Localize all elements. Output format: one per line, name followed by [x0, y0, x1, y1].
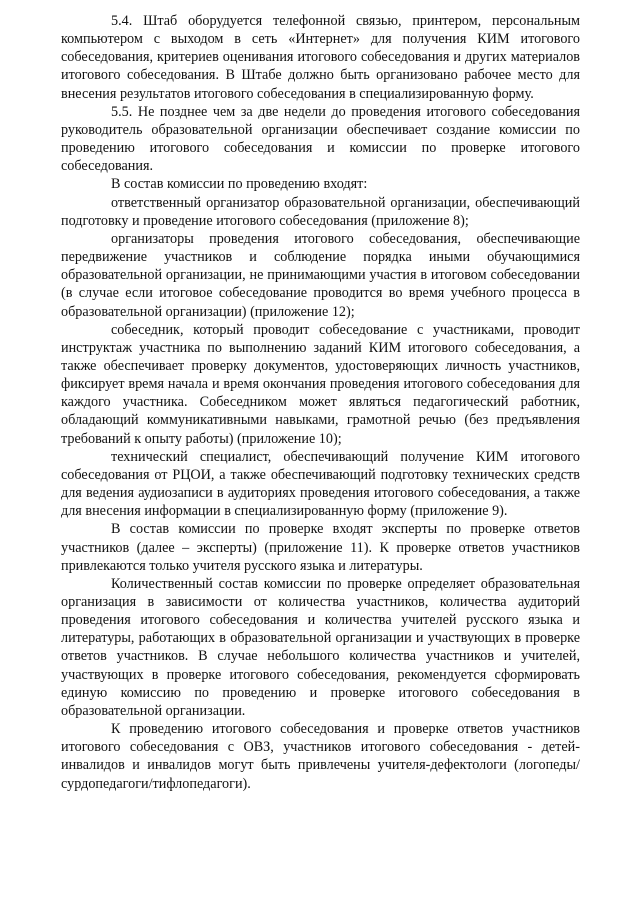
- paragraph-conduct-commission-intro: В состав комиссии по проведению входят:: [111, 176, 368, 193]
- paragraph-5-4: 5.4. Штаб оборудуется телефонной связью, принтером, персональным компьютером с выходом в сеть «Интернет» для получения КИМ итогового собеседования, критериев оценивания итогового собеседования и других материалов итогового собеседования. В Штабе должно быть организовано рабочее место для внесения результатов итогового собеседования в специализированную форму.: [61, 13, 580, 102]
- paragraph-organizers: организаторы проведения итогового собеседования, обеспечивающие передвижение участников и соблюдение порядка иными обучающимися образовательной организации, не принимающими участия в итоговом собеседовании (в случае если итоговое собеседование проводится во время учебного процесса в образовательной организации) (приложение 12);: [61, 230, 580, 320]
- paragraph-5-5: 5.5. Не позднее чем за две недели до проведения итогового собеседования руководитель образовательной организации обеспечивает создание комиссии по проведению итогового собеседования и комиссии по проверке итогового собеседования.: [61, 103, 580, 175]
- paragraph-technical-specialist: технический специалист, обеспечивающий получение КИМ итогового собеседования от РЦОИ, а также обеспечивающий подготовку технических средств для ведения аудиозаписи в аудиториях проведения итогового собеседования, а также для внесения информации в специализированную форму (приложение 9).: [61, 448, 580, 520]
- paragraph-commission-size: Количественный состав комиссии по проверке определяет образовательная организация в зависимости от количества участников, количества аудиторий проведения итогового собеседования и количества учителей русского языка и литературы, работающих в образовательной организации и участвующих в проверке ответов участников. В случае небольшого количества участников и учителей, участвующих в проверке итогового собеседования, рекомендуется сформировать единую комиссию по проведению и проверке итогового собеседования в образовательной организации.: [61, 575, 580, 719]
- paragraph-interviewer: собеседник, который проводит собеседование с участниками, проводит инструктаж участника по выполнению заданий КИМ итогового собеседования, а также обеспечивает проверку документов, удостоверяющих личность участников, фиксирует время начала и время окончания проведения итогового собеседования для каждого участника. Собеседником может являться педагогический работник, обладающий коммуникативными навыками, грамотной речью (без предъявления требований к опыту работы) (приложение 10);: [61, 321, 580, 447]
- paragraph-responsible-organizer: ответственный организатор образовательной организации, обеспечивающий подготовку и проведение итогового собеседования (приложение 8);: [61, 194, 580, 229]
- paragraph-ovz-participants: К проведению итогового собеседования и проверке ответов участников итогового собеседования с ОВЗ, участников итогового собеседования - детей-инвалидов и инвалидов могут быть привлечены учителя-дефектологи (логопеды/сурдопедагоги/тифлопедагоги).: [61, 721, 580, 792]
- paragraph-check-commission: В состав комиссии по проверке входят эксперты по проверке ответов участников (далее – эксперты) (приложение 11). К проверке ответов участников привлекаются только учителя русского языка и литературы.: [61, 521, 580, 574]
